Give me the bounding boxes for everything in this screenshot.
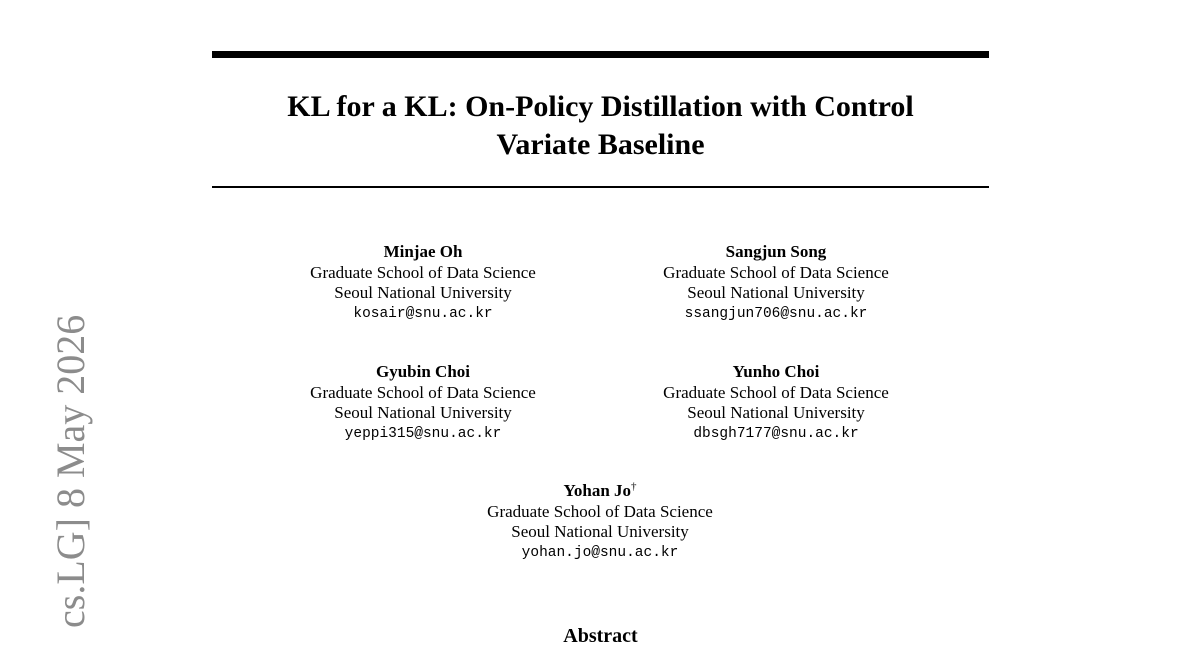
author-email: yeppi315@snu.ac.kr — [344, 425, 502, 442]
author-block-sangjun-song — [596, 242, 956, 324]
author-name: Minjae Oh — [383, 242, 463, 261]
author-name: Yunho Choi — [732, 362, 820, 381]
author-name: Gyubin Choi — [375, 362, 470, 381]
author-block-yohan-jo — [420, 481, 780, 563]
author-block-gyubin-choi — [243, 362, 603, 444]
paper-title-line-2: Variate Baseline — [496, 128, 705, 161]
paper-title-line-1: KL for a KL: On-Policy Distillation with Control — [287, 90, 914, 123]
author-affiliation-university: Seoul National University — [687, 283, 865, 302]
author-affiliation-school: Graduate School of Data Science — [663, 262, 889, 282]
author-affiliation-university: Seoul National University — [334, 403, 512, 422]
author-affiliation-school: Graduate School of Data Science — [487, 501, 713, 521]
author-block-minjae-oh — [243, 242, 603, 324]
author-name: Sangjun Song — [725, 242, 827, 261]
title-bottom-rule — [212, 186, 989, 188]
author-email: ssangjun706@snu.ac.kr — [684, 305, 868, 322]
author-block-yunho-choi — [596, 362, 956, 444]
author-email: kosair@snu.ac.kr — [353, 305, 493, 322]
author-email: yohan.jo@snu.ac.kr — [521, 544, 679, 561]
arxiv-side-stamp: cs.LG] 8 May 2026 — [48, 314, 93, 628]
abstract-heading: Abstract — [563, 625, 638, 647]
corresponding-author-mark: † — [631, 480, 637, 493]
author-affiliation-university: Seoul National University — [334, 283, 512, 302]
author-email: dbsgh7177@snu.ac.kr — [693, 425, 859, 442]
author-affiliation-school: Graduate School of Data Science — [663, 382, 889, 402]
author-affiliation-school: Graduate School of Data Science — [310, 262, 536, 282]
author-affiliation-school: Graduate School of Data Science — [310, 382, 536, 402]
author-name-line — [420, 481, 780, 502]
author-name: Yohan Jo — [563, 481, 632, 500]
author-affiliation-university: Seoul National University — [687, 403, 865, 422]
author-affiliation-university: Seoul National University — [511, 522, 689, 541]
title-top-rule — [212, 51, 989, 58]
paper-title — [212, 88, 989, 164]
